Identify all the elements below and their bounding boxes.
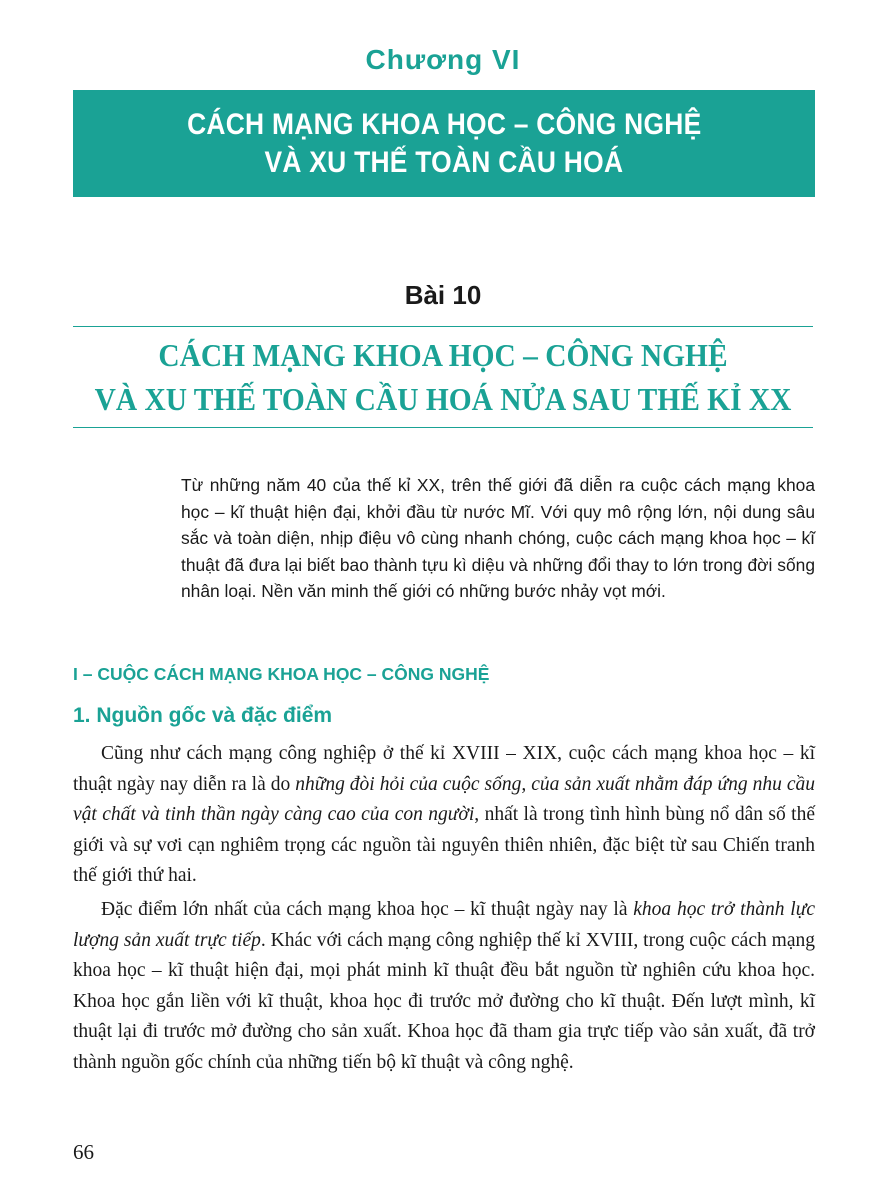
body-paragraph-1 [73, 739, 815, 892]
intro-paragraph: Từ những năm 40 của thế kỉ XX, trên thế giới đã diễn ra cuộc cách mạng khoa học – kĩ thuật hiện đại, khởi đầu từ nước Mĩ. Với quy mô rộng lớn, nội dung sâu sắc và toàn diện, nhịp điệu vô cùng nhanh chóng, cuộc cách mạng khoa học – kĩ thuật đã đưa lại biết bao thành tựu kì diệu và những đổi thay to lớn trong đời sống nhân loại. Nền văn minh thế giới có những bước nhảy vọt mới. [181, 475, 815, 601]
chapter-title-line-2: VÀ XU THẾ TOÀN CẦU HOÁ [264, 145, 624, 179]
chapter-title-line-1: CÁCH MẠNG KHOA HỌC – CÔNG NGHỆ [186, 107, 702, 141]
chapter-title-banner [73, 90, 815, 197]
page-number: 66 [73, 1140, 94, 1164]
lesson-title [60, 333, 826, 421]
lesson-title-bottom-rule [73, 427, 813, 428]
paragraph-1-text-1: Cũng như cách mạng công nghiệp ở thế kỉ XVIII – XIX, cuộc cách mạng khoa học – kĩ thuật ngày nay diễn ra là do [73, 743, 815, 795]
chapter-label: Chương VI [365, 44, 521, 75]
section-heading: I – CUỘC CÁCH MẠNG KHOA HỌC – CÔNG NGHỆ [73, 664, 490, 684]
lesson-title-line-1: CÁCH MẠNG KHOA HỌC – CÔNG NGHỆ [158, 337, 728, 373]
lesson-title-line-2: VÀ XU THẾ TOÀN CẦU HOÁ NỬA SAU THẾ KỈ XX [94, 381, 792, 417]
body-paragraph-2 [73, 895, 815, 1079]
paragraph-2-text-2: . Khác với cách mạng công nghiệp thế kỉ XVIII, trong cuộc cách mạng khoa học – kĩ thuật hiện đại, mọi phát minh kĩ thuật đều bắt nguồn từ nghiên cứu khoa học. Khoa học gắn liền với kĩ thuật, khoa học đi trước mở đường cho kĩ thuật. Đến lượt mình, kĩ thuật lại đi trước mở đường cho sản xuất. Khoa học đã tham gia trực tiếp vào sản xuất, đã trở thành nguồn gốc chính của những tiến bộ kĩ thuật và công nghệ. [73, 929, 815, 1073]
paragraph-2-italic: khoa học trở thành lực lượng sản xuất trực tiếp [73, 899, 815, 951]
lesson-title-top-rule [73, 326, 813, 327]
paragraph-2-text-1: Đặc điểm lớn nhất của cách mạng khoa học – kĩ thuật ngày nay là [101, 899, 634, 920]
lesson-label: Bài 10 [404, 280, 482, 310]
paragraph-1-text-2: , nhất là trong tình hình bùng nổ dân số thế giới và sự vơi cạn nghiêm trọng các nguồn tài nguyên thiên nhiên, đặc biệt từ sau Chiến tranh thế giới thứ hai. [73, 804, 815, 887]
subsection-heading: 1. Nguồn gốc và đặc điểm [73, 704, 333, 727]
paragraph-1-italic: những đòi hỏi của cuộc sống, của sản xuất nhằm đáp ứng nhu cầu vật chất và tinh thần ngày càng cao của con người [73, 773, 815, 826]
